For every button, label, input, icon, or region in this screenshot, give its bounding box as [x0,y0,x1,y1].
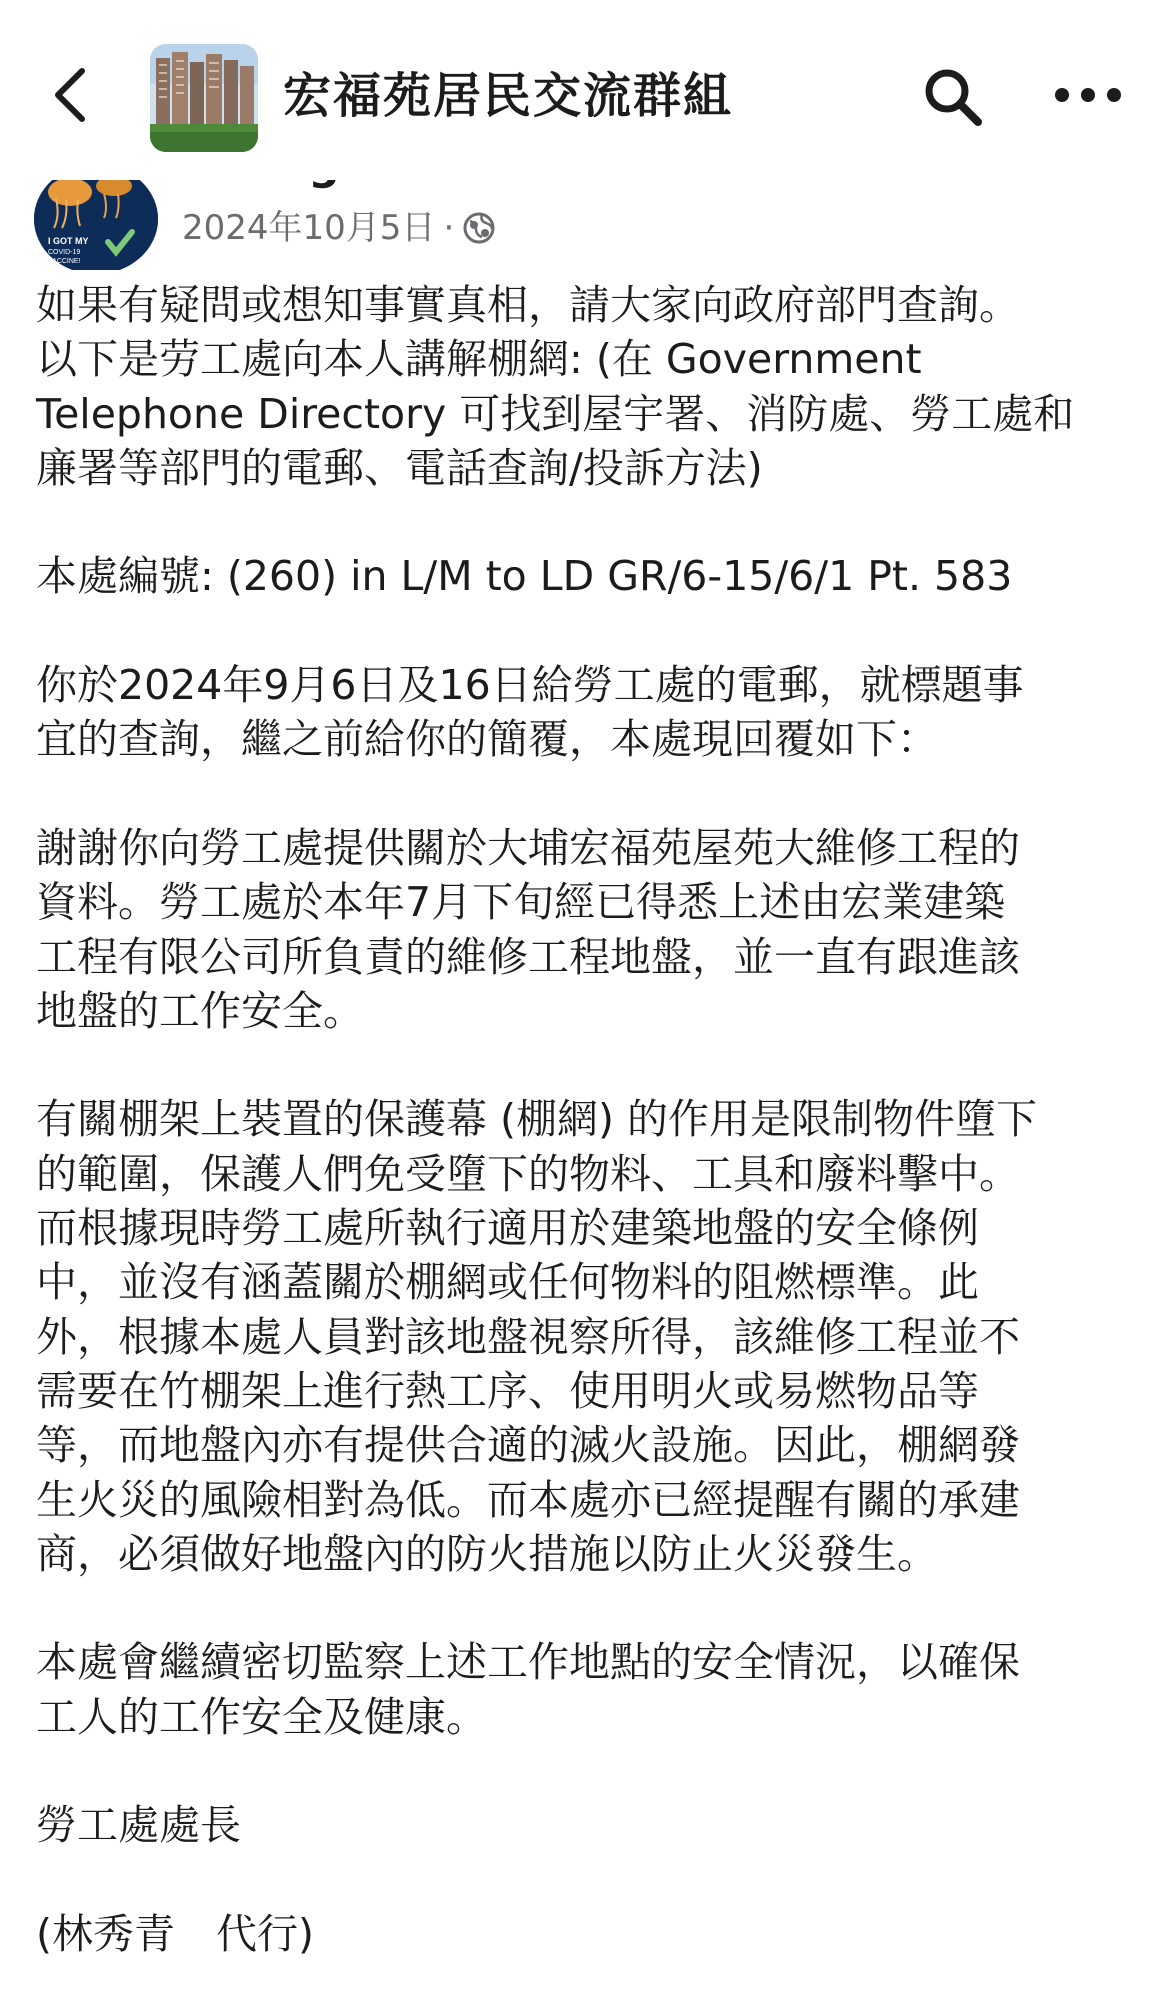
group-title[interactable]: 宏福苑居民交流群組 [283,68,734,124]
post-paragraph-safety-net: 有關棚架上裝置的保護幕 (棚網) 的作用是限制物件墮下 的範圍，保護人們免受墮下的物料、工具和廢料擊中。 而根據現時勞工處所執行適用於建築地盤的安全條例 中，並沒有涵蓋關於棚網或任何物料的阻燃標準。此 外，根據本處人員對該地盤視察所得，該維修工程並不 需要在竹棚架上進行熱工序、使用明火或易燃物品等 等，而地盤內亦有提供合適的滅火設施。因此，棚網發 生火災的風險相對為低。而本處亦已經提醒有關的承建 商，必須做好地盤內的防火措施以防止火災發生。 [36,1095,1038,1578]
post-paragraph-thanks: 謝謝你向勞工處提供關於大埔宏福苑屋苑大維修工程的 資料。勞工處於本年7月下旬經已得悉上述由宏業建築 工程有限公司所負責的維修工程地盤，並一直有跟進該 地盤的工作安全。 [36,823,1020,1035]
svg-text:VACCINE!: VACCINE! [48,258,81,265]
post-paragraph-reference: 本處編號: (260) in L/M to LD GR/6-15/6/1 Pt. 583 [36,552,1013,601]
avatar-badge-text: I GOT MY [48,236,89,246]
more-horizontal-icon [1053,87,1123,103]
post-paragraph-monitoring: 本處會繼續密切監察上述工作地點的安全情況，以確保 工人的工作安全及健康。 [36,1638,1020,1741]
post-signature-title: 勞工處處長 [36,1801,241,1850]
top-nav-bar [0,0,1170,180]
post-date[interactable]: 2024年10月5日 [182,208,436,248]
back-button[interactable] [40,60,100,130]
group-cover-image[interactable] [150,44,258,152]
post-signature-name: (林秀青 代行) [36,1909,314,1958]
search-icon [922,66,984,128]
svg-text:COVID-19: COVID-19 [48,249,81,256]
post-paragraph-intro: 如果有疑問或想知事實真相，請大家向政府部門查詢。 以下是劳工處向本人講解棚網: (在 Government Telephone Directory 可找到屋宇署、消防處、勞工處和 廉署等部門的電郵、電話查詢/投訴方法) [36,281,1075,492]
chevron-left-icon [50,65,90,125]
globe-icon [462,211,496,245]
post-body [36,278,1146,1961]
search-button[interactable] [918,62,988,132]
more-options-button[interactable] [1048,70,1128,120]
post-meta [182,206,496,250]
meta-separator: · [443,208,455,248]
post-paragraph-email-reply: 你於2024年9月6日及16日給勞工處的電郵，就標題事 宜的查詢，繼之前給你的簡覆，本處現回覆如下： [36,661,1024,764]
